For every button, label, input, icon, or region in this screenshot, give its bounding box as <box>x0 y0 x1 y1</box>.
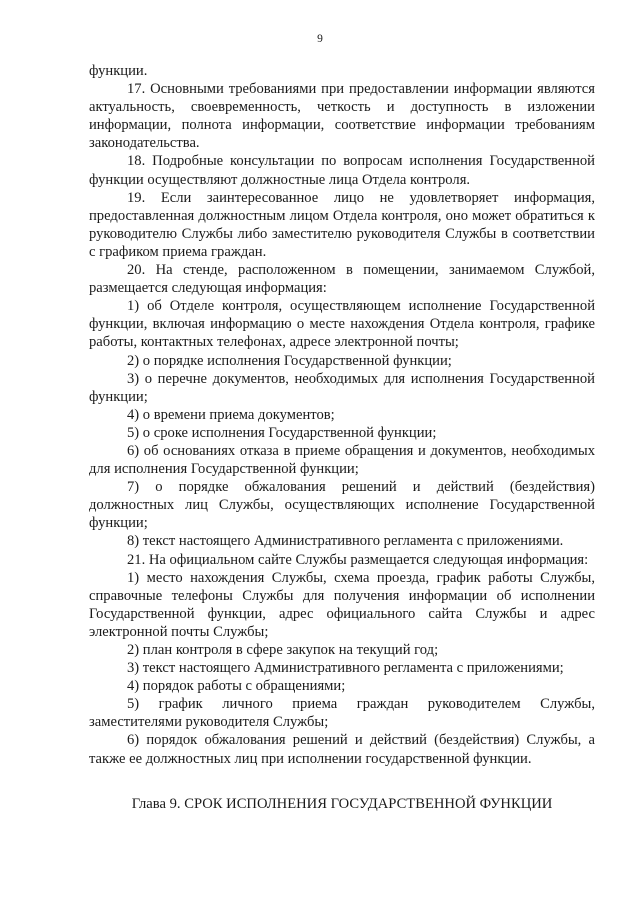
list-item-21-5: 5) график личного приема граждан руководителем Службы, заместителями руководителя Службы; <box>89 696 595 731</box>
list-item-20-1: 1) об Отделе контроля, осуществляющем исполнение Государственной функции, включая информацию о месте нахождения Отдела контроля, графике работы, контактных телефонах, адресе электронной почты; <box>89 298 595 351</box>
list-item-21-3: 3) текст настоящего Административного регламента с приложениями; <box>127 660 564 677</box>
paragraph-20: 20. На стенде, расположенном в помещении, занимаемом Службой, размещается следующая информация: <box>89 262 595 297</box>
paragraph-21: 21. На официальном сайте Службы размещается следующая информация: <box>127 551 589 568</box>
list-item-21-2: 2) план контроля в сфере закупок на текущий год; <box>127 642 439 658</box>
list-item-20-5: 5) о сроке исполнения Государственной функции; <box>127 424 437 441</box>
list-item-21-1: 1) место нахождения Службы, схема проезда, график работы Службы, справочные телефоны Службы для получения информации об исполнении Государственной функции, адрес официального сайта Службы и адрес электронной почты Службы; <box>89 569 595 640</box>
paragraph-18: 18. Подробные консультации по вопросам исполнения Государственной функции осуществляют должностные лица Отдела контроля. <box>89 153 595 188</box>
paragraph-19: 19. Если заинтересованное лицо не удовлетворяет информация, предоставленная должностным лицом Отдела контроля, оно может обратиться к руководителю Службы либо заместителю руководителя Службы в соответствии с графиком приема граждан. <box>89 189 595 260</box>
page-number: 9 <box>317 33 323 45</box>
list-item-20-4: 4) о времени приема документов; <box>127 406 335 423</box>
list-item-20-2: 2) о порядке исполнения Государственной функции; <box>127 352 452 369</box>
list-item-21-6: 6) порядок обжалования решений и действий (бездействия) Службы, а также ее должностных лиц при исполнении государственной функции. <box>89 732 595 767</box>
paragraph-17: 17. Основными требованиями при предоставлении информации являются актуальность, своевременность, четкость и доступность в изложении информации, полнота информации, соответствие информации требованиям законодательства. <box>89 81 595 152</box>
list-item-20-8: 8) текст настоящего Административного регламента с приложениями. <box>127 533 564 550</box>
list-item-21-4: 4) порядок работы с обращениями; <box>127 678 346 695</box>
list-item-20-3: 3) о перечне документов, необходимых для исполнения Государственной функции; <box>89 370 595 405</box>
list-item-20-7: 7) о порядке обжалования решений и действий (бездействия) должностных лиц Службы, осуществляющих исполнение Государственной функции; <box>89 479 595 532</box>
list-item-20-6: 6) об основаниях отказа в приеме обращения и документов, необходимых для исполнения Государственной функции; <box>89 442 595 478</box>
paragraph-continuation: функции. <box>89 63 148 79</box>
document-body <box>89 62 595 768</box>
chapter-title: Глава 9. СРОК ИСПОЛНЕНИЯ ГОСУДАРСТВЕННОЙ ФУНКЦИИ <box>131 796 553 812</box>
